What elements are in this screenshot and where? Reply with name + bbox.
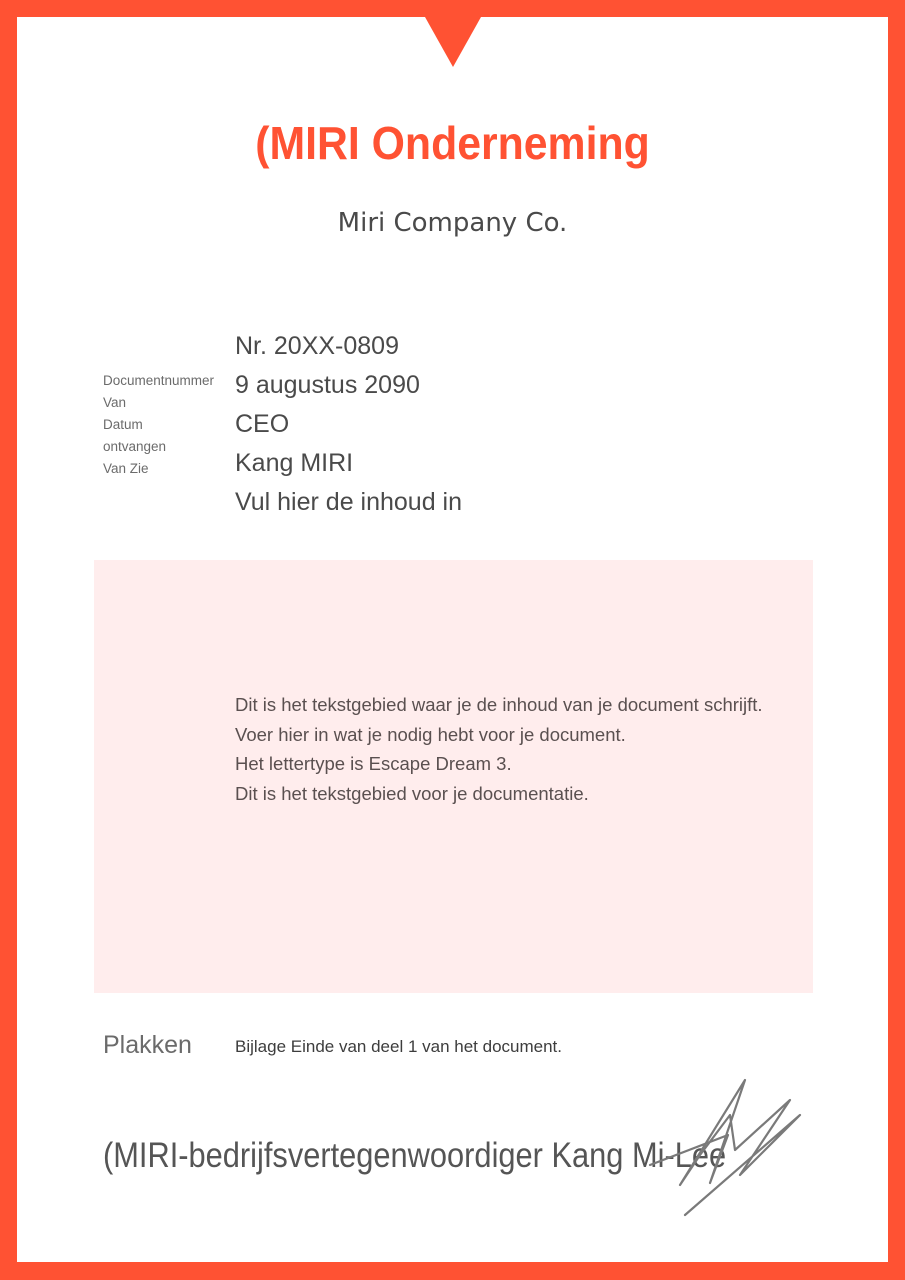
top-notch-triangle-icon <box>425 17 481 67</box>
content-line: Dit is het tekstgebied voor je documentatie. <box>235 782 589 804</box>
attachment-text: Bijlage Einde van deel 1 van het document. <box>235 1037 563 1056</box>
meta-values <box>235 327 462 522</box>
label-date: Datum <box>103 417 143 432</box>
content-line: Voer hier in wat je nodig hebt voor je document. <box>235 723 626 745</box>
value-name: Kang MIRI <box>235 449 354 477</box>
label-see: Van Zie <box>103 461 149 476</box>
content-text <box>235 690 763 808</box>
signature-scribble-icon <box>640 1075 810 1220</box>
label-document-number: Documentnummer <box>103 373 215 388</box>
content-line: Het lettertype is Escape Dream 3. <box>235 753 512 774</box>
signature-line: (MIRI-bedrijfsvertegenwoordiger Kang Mi-Lee <box>103 1136 727 1175</box>
value-role: CEO <box>235 410 290 438</box>
attachment-label: Plakken <box>103 1031 192 1059</box>
company-subtitle: Miri Company Co. <box>337 208 568 238</box>
label-received: ontvangen <box>103 439 167 454</box>
value-date: 9 augustus 2090 <box>235 371 420 399</box>
label-from: Van <box>103 395 127 410</box>
company-title: (MIRI Onderneming <box>255 117 650 169</box>
value-document-number: Nr. 20XX-0809 <box>235 332 399 360</box>
meta-labels <box>103 370 214 480</box>
value-content-placeholder: Vul hier de inhoud in <box>235 488 463 516</box>
content-line: Dit is het tekstgebied waar je de inhoud van je document schrijft. <box>235 694 763 715</box>
